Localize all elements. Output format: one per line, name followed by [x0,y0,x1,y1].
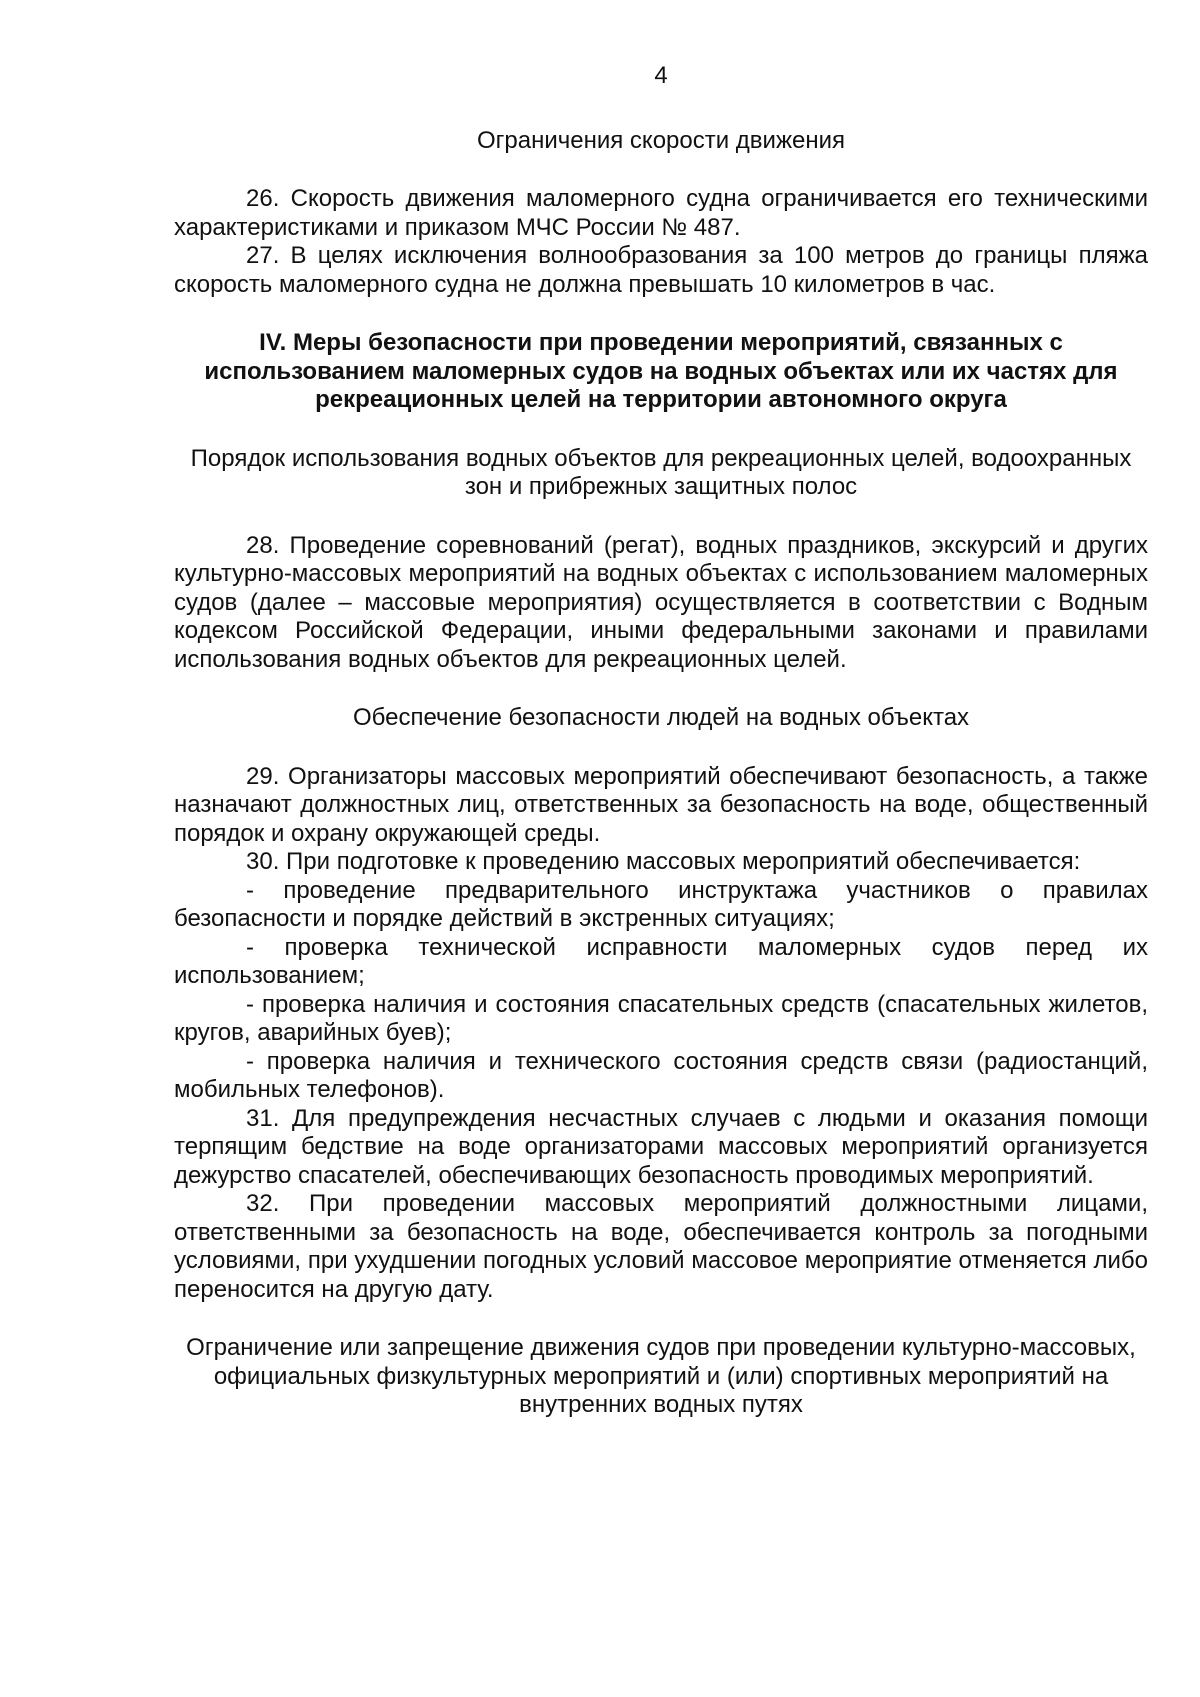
paragraph-26: 26. Скорость движения маломерного судна ограничивается его техническими характеристиками и приказом МЧС России № 487. [174,185,1148,241]
navigation-restriction-heading: Ограничение или запрещение движения судов при проведении культурно-массовых, официальных физкультурных мероприятий и (или) спортивных мероприятий на внутренних водных путях [186,1334,1136,1418]
list-item-briefing: - проведение предварительного инструктажа участников о правилах безопасности и порядке действий в экстренных ситуациях; [174,876,1148,932]
chapter-iv-heading: IV. Меры безопасности при проведении мероприятий, связанных с использованием маломерных судов на водных объектах или их частях для рекреационных целей на территории автономного округа [204,329,1118,413]
list-item-communications: - проверка наличия и технического состояния средств связи (радиостанций, мобильных телефонов). [174,1047,1148,1103]
paragraph-32: 32. При проведении массовых мероприятий должностными лицами, ответственными за безопасность на воде, обеспечивается контроль за погодными условиями, при ухудшении погодных условий массовое мероприятие отменяется либо переносится на другую дату. [174,1190,1148,1303]
paragraph-28: 28. Проведение соревнований (регат), водных праздников, экскурсий и других культурно-массовых мероприятий на водных объектах с использованием маломерных судов (далее – массовые мероприятия) осуществляется в соответствии с Водным кодексом Российской Федерации, иными федеральными законами и правилами использования водных объектов для рекреационных целей. [174,531,1148,673]
people-safety-heading: Обеспечение безопасности людей на водных объектах [352,704,970,731]
paragraph-29: 29. Организаторы массовых мероприятий обеспечивают безопасность, а также назначают должностных лиц, ответственных за безопасность на воде, общественный порядок и охрану окружающей среды. [174,762,1148,847]
speed-limits-heading: Ограничения скорости движения [476,126,846,154]
paragraph-27: 27. В целях исключения волнообразования за 100 метров до границы пляжа скорость маломерного судна не должна превышать 10 километров в час. [174,242,1148,298]
page-number: 4 [654,62,668,89]
water-usage-heading: Порядок использования водных объектов для рекреационных целей, водоохранных зон и прибрежных защитных полос [190,444,1132,500]
list-item-rescue-equipment: - проверка наличия и состояния спасательных средств (спасательных жилетов, кругов, аварийных буев); [174,990,1148,1046]
paragraph-31: 31. Для предупреждения несчастных случаев с людьми и оказания помощи терпящим бедствие на воде организаторами массовых мероприятий организуется дежурство спасателей, обеспечивающих безопасность проводимых мероприятий. [174,1104,1148,1189]
document-page [174,62,1148,1420]
list-item-vessel-check: - проверка технической исправности маломерных судов перед их использованием; [174,933,1148,989]
paragraph-30: 30. При подготовке к проведению массовых мероприятий обеспечивается: [246,848,1081,875]
